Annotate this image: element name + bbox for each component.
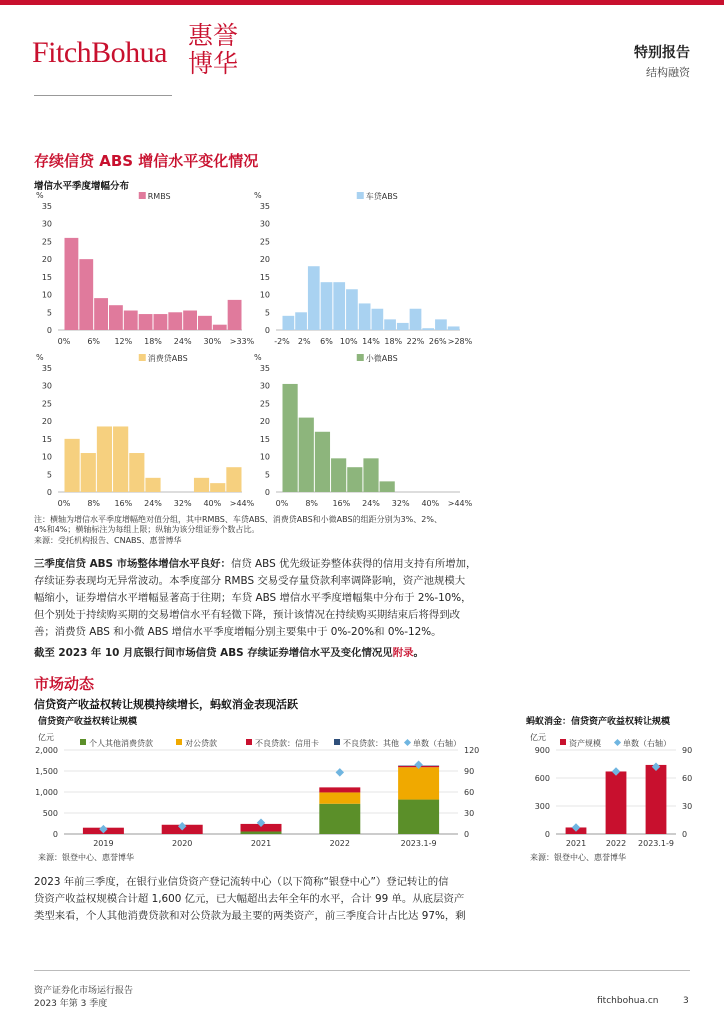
bar — [154, 314, 168, 330]
consumer-loan-chart — [34, 350, 255, 514]
y-tick-label: 5 — [46, 308, 52, 318]
bar — [372, 309, 384, 330]
bar — [168, 312, 182, 330]
bar — [81, 453, 96, 492]
y2-tick-label: 0 — [464, 830, 470, 839]
chart-source-1: 来源：受托机构报告、CNABS、惠誉博华 — [34, 536, 182, 545]
bar — [321, 282, 333, 330]
brand-logo-seal — [182, 22, 244, 84]
x-tick-label: 6% — [320, 337, 333, 346]
brand-logo[interactable]: FitchBohua — [32, 36, 167, 69]
para1-line-1-text: 信贷 ABS 优先级证券整体获得的信用支持有所增加， — [230, 558, 477, 570]
bar — [213, 325, 227, 330]
x-tick-label: 2019 — [93, 839, 114, 848]
bar — [397, 323, 409, 330]
bar — [65, 439, 80, 492]
bar — [448, 326, 460, 330]
x-tick-label: 2021 — [565, 839, 587, 848]
x-tick-label: 32% — [173, 499, 192, 508]
y-tick-label: 25 — [41, 237, 52, 247]
section-title-abs-credit: 存续信贷 ABS 增信水平变化情况 — [34, 152, 259, 170]
x-tick-label: 2023.1-9 — [638, 839, 674, 848]
y-tick-label: 35 — [41, 202, 52, 211]
y-tick-label: 5 — [46, 470, 52, 480]
y-tick-label: 35 — [259, 202, 270, 211]
y-tick-label: 500 — [42, 809, 58, 818]
y-tick-label: 20 — [259, 255, 270, 265]
x-tick-label: 2021 — [250, 839, 272, 848]
y-tick-label: 30 — [259, 219, 270, 229]
legend-marker — [404, 739, 411, 746]
x-tick-label: 14% — [362, 337, 380, 346]
chart-note-1: 注：横轴为增信水平季度增幅绝对值分组，其中RMBS、车贷ABS、消费贷ABS和小微ABS的组距分别为3%、2%、 — [34, 515, 442, 524]
y-tick-label: 0 — [264, 326, 270, 335]
y-tick-label: 20 — [41, 255, 52, 265]
y-tick-label: 35 — [41, 364, 52, 373]
x-tick-label: 22% — [406, 337, 425, 346]
bar — [109, 305, 123, 330]
legend-label: RMBS — [147, 192, 171, 201]
y-tick-label: 30 — [259, 381, 270, 391]
bar — [380, 481, 395, 492]
bar — [384, 319, 396, 330]
bar — [129, 453, 144, 492]
transfer-scale-chart — [34, 712, 490, 852]
y-tick-label: 0 — [264, 488, 270, 497]
x-tick-label: >28% — [447, 337, 473, 346]
x-tick-label: 2020 — [172, 839, 193, 848]
para2-end: 。 — [413, 647, 424, 659]
bar — [228, 300, 242, 330]
bar — [333, 282, 345, 330]
y-unit-label: % — [254, 353, 262, 362]
x-tick-label: 10% — [339, 337, 358, 346]
ant-consumer-chart — [526, 712, 700, 852]
bar — [347, 467, 362, 492]
y-unit-label: % — [36, 191, 44, 200]
para1-line-1 — [34, 556, 490, 573]
section-subtitle-market: 信贷资产收益权转让规模持续增长，蚂蚁消金表现活跃 — [34, 698, 298, 711]
x-tick-label: 40% — [203, 499, 222, 508]
bar — [346, 289, 358, 330]
paragraph-credit-enhancement — [34, 556, 490, 641]
legend-marker — [614, 739, 621, 746]
legend-swatch — [176, 739, 182, 745]
legend-swatch — [560, 739, 566, 745]
y-tick-label: 300 — [534, 802, 550, 811]
bar-segment — [241, 831, 282, 834]
bar — [410, 309, 422, 330]
bar — [299, 418, 314, 492]
x-tick-label: >33% — [229, 337, 255, 346]
paragraph-market — [34, 874, 490, 925]
x-tick-label: 2022 — [329, 839, 350, 848]
bar-segment — [319, 787, 360, 792]
y-tick-label: 0 — [46, 488, 52, 497]
bar — [94, 298, 108, 330]
legend-swatch — [246, 739, 252, 745]
x-tick-label: 30% — [203, 337, 222, 346]
y2-tick-label: 90 — [682, 746, 693, 755]
legend-swatch — [139, 354, 146, 361]
legend-label: 单数（右轴） — [413, 739, 461, 748]
x-tick-label: 24% — [144, 499, 162, 508]
bar — [124, 311, 138, 330]
y-tick-label: 600 — [534, 774, 550, 783]
bar — [435, 319, 447, 330]
footer-site-link[interactable]: fitchbohua.cn — [597, 996, 659, 1006]
bar — [113, 426, 128, 492]
bar — [210, 483, 225, 492]
y-tick-label: 25 — [259, 399, 270, 409]
bar — [65, 238, 79, 330]
y-tick-label: 5 — [264, 470, 270, 480]
auto-loan-chart — [252, 188, 473, 350]
para2-text: 截至 2023 年 10 月底银行间市场信贷 ABS 存续证券增信水平及变化情况见 — [34, 647, 393, 659]
x-tick-label: 0% — [57, 337, 71, 346]
legend-swatch — [139, 192, 146, 199]
y-tick-label: 10 — [41, 290, 52, 300]
x-tick-label: 32% — [391, 499, 410, 508]
legend-label: 不良贷款：其他 — [343, 739, 399, 748]
y2-tick-label: 30 — [682, 802, 693, 811]
y2-tick-label: 90 — [464, 767, 475, 776]
y-tick-label: 2,000 — [35, 746, 58, 755]
report-type: 特别报告 — [634, 45, 690, 61]
bar — [295, 312, 307, 330]
bar — [315, 432, 330, 492]
x-tick-label: 16% — [332, 499, 351, 508]
x-tick-label: 16% — [114, 499, 133, 508]
legend-label: 单数（右轴） — [623, 739, 671, 748]
y-tick-label: 0 — [46, 326, 52, 335]
legend-label: 对公贷款 — [185, 739, 217, 748]
legend-swatch — [357, 354, 364, 361]
y-tick-label: 900 — [534, 746, 550, 755]
y-tick-label: 20 — [259, 417, 270, 427]
paragraph-appendix-ref — [34, 645, 490, 662]
bar-segment — [398, 800, 439, 834]
page-number: 3 — [683, 996, 689, 1006]
bar-segment — [646, 765, 667, 834]
para1-line-4: 但个别处于持续购买期的交易增信水平有轻微下降，预计该情况在持续购买期结束后将得到改 — [34, 609, 461, 621]
legend-label: 消费贷ABS — [147, 354, 188, 363]
y2-tick-label: 0 — [682, 830, 688, 839]
para1-line-5: 善；消费贷 ABS 和小微 ABS 增信水平季度增幅分别主要集中于 0%-20%和 0%-12%。 — [34, 626, 442, 638]
legend-swatch — [357, 192, 364, 199]
bar — [97, 426, 112, 492]
legend-label: 小微ABS — [365, 354, 398, 363]
y-tick-label: 30 — [41, 219, 52, 229]
bar — [308, 266, 320, 330]
logo-cn-line-1: 惠誉 — [187, 21, 238, 50]
legend-swatch — [80, 739, 86, 745]
bar — [145, 478, 160, 492]
y-unit-label: 亿元 — [38, 733, 54, 742]
bar — [331, 458, 346, 492]
x-tick-label: 2023.1-9 — [400, 839, 437, 848]
x-tick-label: 24% — [362, 499, 380, 508]
y-tick-label: 25 — [259, 237, 270, 247]
y-tick-label: 35 — [259, 364, 270, 373]
x-tick-label: 26% — [428, 337, 447, 346]
section-title-market: 市场动态 — [34, 675, 95, 693]
legend-label: 资产规模 — [569, 739, 601, 748]
x-tick-label: 12% — [114, 337, 133, 346]
y-tick-label: 1,500 — [35, 767, 58, 776]
point-marker — [336, 768, 344, 776]
x-tick-label: 8% — [87, 499, 101, 508]
chart-source-3: 来源：银登中心、惠誉博华 — [530, 853, 626, 862]
legend-label: 车贷ABS — [365, 192, 398, 201]
para3-line-2: 贷资产收益权规模合计超 1,600 亿元，已大幅超出去年全年的水平，合计 99 单。从底层资产 — [34, 893, 465, 905]
bar — [283, 316, 295, 330]
chart-source-2: 来源：银登中心、惠誉博华 — [38, 853, 134, 862]
logo-cn-line-2: 博华 — [187, 49, 238, 78]
y-tick-label: 15 — [41, 434, 52, 444]
para1-lead: 三季度信贷 ABS 市场整体增信水平良好： — [34, 558, 231, 570]
legend-label: 不良贷款：信用卡 — [255, 739, 319, 748]
x-tick-label: 6% — [87, 337, 101, 346]
bar — [79, 259, 93, 330]
bar — [226, 467, 241, 492]
bar — [283, 384, 298, 492]
y2-tick-label: 120 — [464, 746, 480, 755]
footer-period: 2023 年第 3 季度 — [34, 999, 108, 1009]
x-tick-label: 0% — [275, 499, 289, 508]
y-tick-label: 30 — [41, 381, 52, 391]
micro-loan-chart — [252, 350, 473, 514]
x-tick-label: -2% — [274, 337, 290, 346]
y-tick-label: 5 — [264, 308, 270, 318]
y-tick-label: 15 — [259, 272, 270, 282]
bar — [422, 328, 434, 330]
appendix-link[interactable]: 附录 — [392, 647, 414, 659]
report-subtype: 结构融资 — [646, 66, 690, 79]
y-tick-label: 25 — [41, 399, 52, 409]
y-tick-label: 10 — [259, 290, 270, 300]
chart-title: 蚂蚁消金：信贷资产收益权转让规模 — [526, 717, 671, 727]
bar — [183, 311, 197, 330]
y2-tick-label: 30 — [464, 809, 475, 818]
x-tick-label: 2022 — [605, 839, 627, 848]
para3-line-3: 类型来看，个人其他消费贷款和对公贷款为最主要的两类资产，前三季度合计占比达 97%，剩 — [34, 910, 466, 922]
chart-title-distribution: 增信水平季度增幅分布 — [34, 181, 130, 192]
bar — [198, 316, 212, 330]
y-tick-label: 10 — [41, 452, 52, 462]
y-tick-label: 1,000 — [35, 788, 58, 797]
y-tick-label: 0 — [544, 830, 550, 839]
y2-tick-label: 60 — [682, 774, 693, 783]
y-unit-label: 亿元 — [530, 733, 546, 742]
para1-line-3: 幅缩小，证券增信水平增幅显著高于往期；车贷 ABS 增信水平季度增幅集中分布于 2%-10%， — [34, 592, 472, 604]
y-tick-label: 20 — [41, 417, 52, 427]
footer-divider — [34, 970, 690, 971]
top-accent-bar — [0, 0, 724, 5]
legend-label: 个人其他消费贷款 — [89, 739, 153, 748]
bar-segment — [319, 792, 360, 803]
bar — [194, 478, 209, 492]
x-tick-label: >44% — [447, 499, 473, 508]
bar-segment — [319, 804, 360, 834]
footer-report-name: 资产证券化市场运行报告 — [34, 986, 134, 996]
x-tick-label: 0% — [57, 499, 71, 508]
x-tick-label: 2% — [297, 337, 311, 346]
bar — [363, 458, 378, 492]
y-tick-label: 15 — [259, 434, 270, 444]
y-unit-label: % — [36, 353, 44, 362]
para1-line-2: 存续证券表现均无异常波动。本季度部分 RMBS 交易受存量贷款利率调降影响，资产池规模大 — [34, 575, 466, 587]
chart-title: 信贷资产收益权转让规模 — [38, 717, 138, 727]
x-tick-label: 24% — [173, 337, 192, 346]
bar — [139, 314, 153, 330]
x-tick-label: 8% — [305, 499, 319, 508]
legend-swatch — [334, 739, 340, 745]
y-tick-label: 10 — [259, 452, 270, 462]
y-unit-label: % — [254, 191, 262, 200]
chart-note-2: 4%和4%；横轴标注为每组上限；纵轴为该分组证券个数占比。 — [34, 525, 260, 534]
bar — [359, 303, 371, 330]
y-tick-label: 15 — [41, 272, 52, 282]
rmbs-chart — [34, 188, 255, 350]
logo-divider — [34, 95, 172, 96]
x-tick-label: 18% — [384, 337, 403, 346]
x-tick-label: 18% — [144, 337, 162, 346]
x-tick-label: >44% — [229, 499, 255, 508]
para3-line-1: 2023 年前三季度，在银行业信贷资产登记流转中心（以下简称“银登中心”）登记转让的信 — [34, 876, 449, 888]
x-tick-label: 40% — [421, 499, 440, 508]
y2-tick-label: 60 — [464, 788, 475, 797]
bar-segment — [398, 767, 439, 799]
y-tick-label: 0 — [52, 830, 58, 839]
bar-segment — [606, 771, 627, 834]
